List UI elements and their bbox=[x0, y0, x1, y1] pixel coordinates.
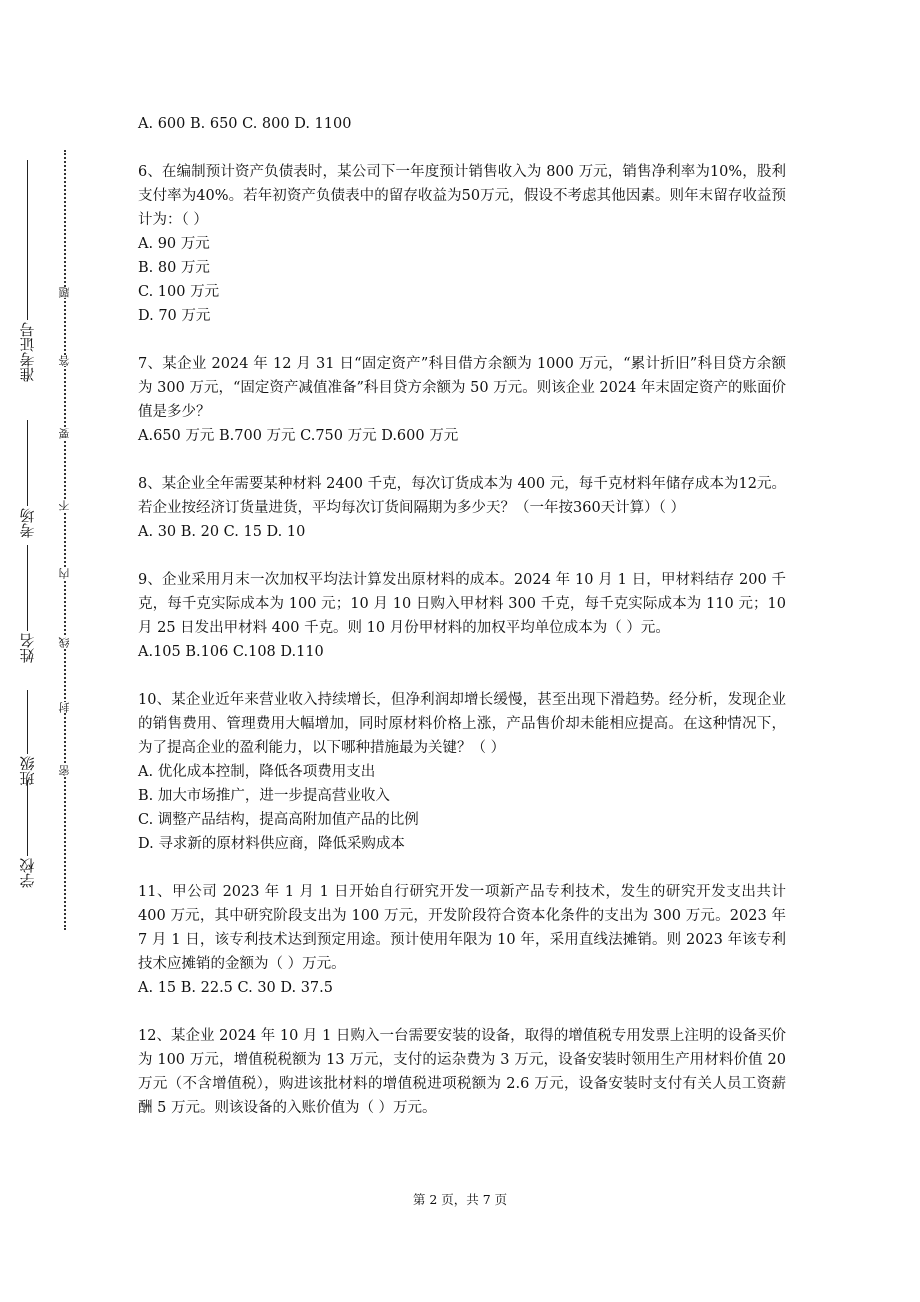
seal-char: 题 bbox=[58, 287, 71, 298]
ticket-number-label: 准考证号 bbox=[18, 322, 37, 382]
exam-room-field bbox=[14, 420, 40, 538]
question-stem: 11、甲公司 2023 年 1 月 1 日开始自行研究开发一项新产品专利技术，发生的研究开发支出共计 400 万元，其中研究阶段支出为 100 万元，开发阶段符合资本化条件的支出为 300 万元。2023 年 7 月 1 日，该专利技术达到预定用途。预计使用年限为 10 年，采用直线法摊销。则 2023 年该专利技术应摊销的金额为（ ）万元。 bbox=[138, 884, 786, 972]
question-stem: 12、某企业 2024 年 10 月 1 日购入一台需要安装的设备，取得的增值税专用发票上注明的设备买价为 100 万元，增值税税额为 13 万元，支付的运杂费为 3 万元，设备安装时领用生产用材料价值 20 万元（不含增值税），购进该批材料的增值税进项税额为 2.6 万元，设备安装时支付有关人员工资薪酬 5 万元。则该设备的入账价值为（ ）万元。 bbox=[138, 1028, 786, 1116]
option-c: C. 100 万元 bbox=[138, 284, 220, 300]
binding-margin bbox=[0, 150, 80, 950]
question-9 bbox=[138, 568, 786, 664]
seal-char: 内 bbox=[58, 568, 71, 579]
class-blank bbox=[26, 690, 28, 754]
seal-line bbox=[64, 150, 67, 930]
option-a: A. 90 万元 bbox=[138, 236, 210, 252]
exam-room-blank bbox=[26, 420, 28, 506]
class-label: 班级 bbox=[18, 756, 37, 786]
option-line: A.650 万元 B.700 万元 C.750 万元 D.600 万元 bbox=[138, 428, 459, 444]
question-list bbox=[138, 112, 786, 1144]
option-b: B. 80 万元 bbox=[138, 260, 210, 276]
question-stem: 6、在编制预计资产负债表时，某公司下一年度预计销售收入为 800 万元，销售净利率为10%，股利支付率为40%。若年初资产负债表中的留存收益为50万元，假设不考虑其他因素。则年末留存收益预计为：（ ） bbox=[138, 164, 786, 228]
seal-char: 线 bbox=[58, 637, 71, 648]
question-6 bbox=[138, 160, 786, 328]
question-stem: 8、某企业全年需要某种材料 2400 千克，每次订货成本为 400 元，每千克材料年储存成本为12元。若企业按经济订货量进货，平均每次订货间隔期为多少天？（一年按360天计算）（ ） bbox=[138, 476, 786, 516]
name-blank bbox=[26, 545, 28, 631]
seal-char: 密 bbox=[58, 765, 71, 776]
name-field bbox=[14, 545, 40, 663]
school-field bbox=[14, 780, 40, 888]
option-line: A. 600 B. 650 C. 800 D. 1100 bbox=[138, 116, 352, 132]
option-a: A. 优化成本控制，降低各项费用支出 bbox=[138, 764, 376, 780]
class-field bbox=[14, 690, 40, 786]
exam-room-label: 考场 bbox=[18, 508, 37, 538]
page-number: 第 2 页，共 7 页 bbox=[412, 1192, 508, 1207]
option-b: B. 加大市场推广，进一步提高营业收入 bbox=[138, 788, 390, 804]
ticket-number-blank bbox=[26, 160, 28, 320]
question-8 bbox=[138, 472, 786, 544]
question-5-options bbox=[138, 112, 786, 136]
option-line: A.105 B.106 C.108 D.110 bbox=[138, 644, 324, 660]
option-line: A. 15 B. 22.5 C. 30 D. 37.5 bbox=[138, 980, 333, 996]
seal-char: 要 bbox=[58, 428, 71, 439]
seal-char: 不 bbox=[58, 500, 71, 511]
question-stem: 7、某企业 2024 年 12 月 31 日“固定资产”科目借方余额为 1000 万元，“累计折旧”科目贷方余额为 300 万元，“固定资产减值准备”科目贷方余额为 50 万元。则该企业 2024 年末固定资产的账面价值是多少？ bbox=[138, 356, 786, 420]
seal-char: 封 bbox=[58, 702, 71, 713]
school-label: 学校 bbox=[18, 858, 37, 888]
option-d: D. 70 万元 bbox=[138, 308, 211, 324]
question-11 bbox=[138, 880, 786, 1000]
question-stem: 10、某企业近年来营业收入持续增长，但净利润却增长缓慢，甚至出现下滑趋势。经分析，发现企业的销售费用、管理费用大幅增加，同时原材料价格上涨，产品售价却未能相应提高。在这种情况下，为了提高企业的盈利能力，以下哪种措施最为关键？（ ） bbox=[138, 692, 786, 756]
name-label: 姓名 bbox=[18, 633, 37, 663]
ticket-number-field bbox=[14, 160, 40, 382]
question-stem: 9、企业采用月末一次加权平均法计算发出原材料的成本。2024 年 10 月 1 日，甲材料结存 200 千克，每千克实际成本为 100 元；10 月 10 日购入甲材料 300 千克，每千克实际成本为 110 元；10 月 25 日发出甲材料 400 千克。则 10 月份甲材料的加权平均单位成本为（ ）元。 bbox=[138, 572, 786, 636]
question-7 bbox=[138, 352, 786, 448]
option-d: D. 寻求新的原材料供应商，降低采购成本 bbox=[138, 836, 405, 852]
seal-char: 答 bbox=[58, 355, 71, 366]
option-c: C. 调整产品结构，提高高附加值产品的比例 bbox=[138, 812, 419, 828]
question-10 bbox=[138, 688, 786, 856]
question-12 bbox=[138, 1024, 786, 1120]
option-line: A. 30 B. 20 C. 15 D. 10 bbox=[138, 524, 306, 540]
school-blank bbox=[26, 780, 28, 856]
